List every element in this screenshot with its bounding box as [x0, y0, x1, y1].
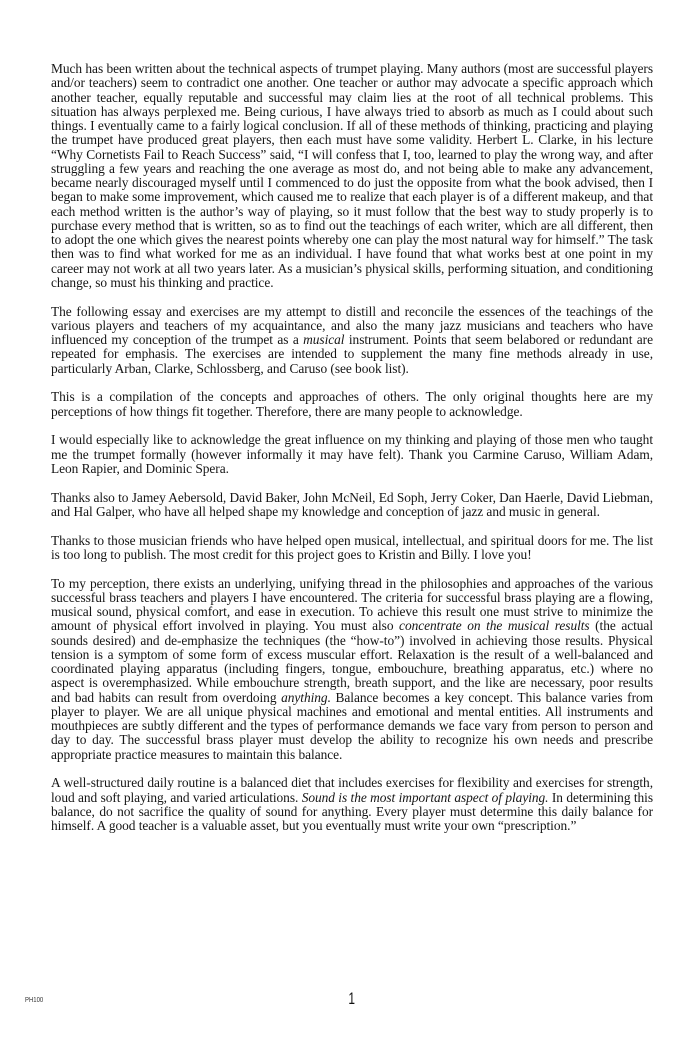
- paragraph-acknowledge-teachers: [51, 433, 653, 476]
- paragraph-text: instrument. Points that seem belabored or redundant are repeated for emphasis. The exercises are intended to supplement the many fine methods already in use, particularly Arban, Clarke, Schlossberg, and Caruso (see book list).: [51, 332, 653, 376]
- emphasis-text: musical: [303, 332, 345, 347]
- paragraph-text: Balance becomes a key concept. This balance varies from player to player. We are all unique physical machines and emotional and mental entities. All instruments and mouthpieces are subtly different and the types of performance demands we face vary from person to person and day to day. The successful brass player must develop the ability to recognize his own needs and prescribe appropriate practice measures to maintain this balance.: [51, 689, 653, 762]
- emphasis-text: concentrate on the musical results: [399, 618, 590, 634]
- paragraph-text: Thanks also to Jamey Aebersold, David Baker, John McNeil, Ed Soph, Jerry Coker, Dan Haerle, David Liebman, and Hal Galper, who have all helped shape my knowledge and conception of jazz and music in general.: [51, 489, 653, 519]
- document-body: [51, 62, 653, 848]
- paragraph-text: To my perception, there exists an underlying, unifying thread in the philosophies and approaches of the various successful brass teachers and players I have encountered. The criteria for successful brass playing are a flowing, musical sound, physical comfort, and ease in execution. To achieve this result one must strive to minimize the amount of physical effort involved in playing. You must also: [51, 575, 653, 634]
- paragraph-purpose: [51, 305, 653, 376]
- emphasis-text: anything.: [281, 689, 331, 705]
- paragraph-daily-routine: [51, 776, 653, 833]
- paragraph-intro: [51, 62, 653, 290]
- paragraph-acknowledge-jazz: [51, 491, 653, 520]
- paragraph-text: The following essay and exercises are my attempt to distill and reconcile the essences of the teachings of the various players and teachers of my acquaintance, and also the many jazz musicians and teachers who have influenced my conception of the trumpet as a: [51, 303, 653, 347]
- footer-code: PH100: [25, 997, 44, 1004]
- page-number: 1: [348, 989, 356, 1008]
- paragraph-text: In determining this balance, do not sacrifice the quality of sound for anything. Every player must determine this daily balance for himself. A good teacher is a valuable asset, but you eventually must write your own “prescription.”: [51, 789, 654, 833]
- paragraph-text: A well-structured daily routine is a balanced diet that includes exercises for flexibility and exercises for strength, loud and soft playing, and varied articulations.: [51, 775, 653, 805]
- paragraph-compilation: [51, 390, 653, 419]
- emphasis-text: Sound is the most important aspect of playing.: [301, 789, 549, 805]
- paragraph-text: Much has been written about the technical aspects of trumpet playing. Many authors (most are successful players and/or teachers) seem to contradict one another. One teacher or author may advocate a specific approach which another teacher, equally reputable and successful may claim lies at the root of all technical problems. This situation has always perplexed me. Being curious, I have always tried to absorb as much as I could about such things. I eventually came to a fairly logical conclusion. If all of these methods of thinking, practicing and playing the trumpet have produced great players, then each must have some validity. Herbert L. Clarke, in his lecture “Why Cornetists Fail to Reach Success” said, “I will confess that I, too, learned to play the wrong way, and after struggling a few years and reaching the one average as most do, and not being able to make any advancement, became nearly discouraged myself until I commenced to do just the opposite from what the book advised, then I began to make some improvement, which caused me to realize that each player is of a different makeup, and that each method written is the author’s way of playing, so it must follow that the best way to study properly is to purchase every method that is written, so as to find out the teachings of each writer, which are all different, then to adopt the one which gives the nearest points whereby one can play the most natural way for himself.” The task then was to find what worked for me as an individual. I have found that what works best at one point in my career may not work at all two years later. As a musician’s physical skills, performing situation, and conditioning change, so must his thinking and practice.: [51, 61, 653, 290]
- paragraph-text: This is a compilation of the concepts and approaches of others. The only original thoughts here are my perceptions of how things fit together. Therefore, there are many people to acknowledge.: [51, 389, 653, 419]
- paragraph-perception: [51, 577, 653, 762]
- paragraph-text: Thanks to those musician friends who have helped open musical, intellectual, and spiritual doors for me. The list is too long to publish. The most credit for this project goes to Kristin and Billy. I love you!: [51, 532, 653, 562]
- paragraph-acknowledge-friends: [51, 534, 653, 563]
- paragraph-text: (the actual sounds desired) and de-emphasize the techniques (the “how-to”) involved in achieving those results. Physical tension is a symptom of some form of excess muscular effort. Relaxation is the result of a well-balanced and coordinated playing apparatus (including fingers, tongue, embouchure, breathing apparatus, etc.) where no aspect is overemphasized. While embouchure strength, breath support, and the like are necessary, poor results and bad habits can result from overdoing: [51, 618, 653, 705]
- paragraph-text: I would especially like to acknowledge the great influence on my thinking and playing of those men who taught me the trumpet formally (however informally it may have felt). Thank you Carmine Caruso, William Adam, Leon Rapier, and Dominic Spera.: [51, 432, 653, 476]
